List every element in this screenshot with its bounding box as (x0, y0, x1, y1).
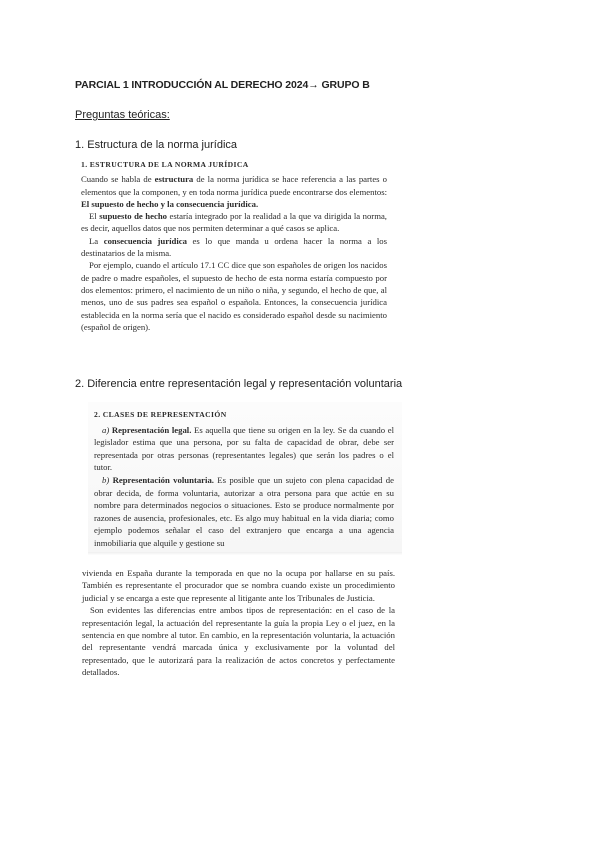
question-1-scanned-text (81, 159, 387, 333)
question-1-paragraph-1: Cuando se habla de estructura de la norma jurídica se hace referencia a las partes o elementos que la componen, y en toda norma jurídica puede encontrarse dos elementos: El supuesto de hecho y la consecuencia jurídica. (81, 174, 388, 209)
question-2-item-a: a) Representación legal. Es aquella que tiene su origen en la ley. Se da cuando el legislador estima que una persona, por su falta de capacidad de obrar, debe ser representada por otras personas (representantes legales) que serán los padres o el tutor. (94, 424, 394, 473)
question-2-continuation: vivienda en España durante la temporada en que no la ocupa por hallarse en su país. También es representante el procurador que se nombra cuando existe un procedimiento judicial y se encarga a este que represente al litigante ante los Tribunales de Justicia. (82, 568, 395, 603)
scanned-page-edge (88, 552, 402, 555)
question-1-section-title: 1. ESTRUCTURA DE LA NORMA JURÍDICA (81, 160, 249, 169)
document-title: PARCIAL 1 INTRODUCCIÓN AL DERECHO 2024→ GRUPO B (75, 79, 370, 91)
question-1-paragraph-4: Por ejemplo, cuando el artículo 17.1 CC dice que son españoles de origen los nacidos de padre o madre españoles, el supuesto de hecho de esta norma estaría compuesto por dos elementos: primero, el nacimiento de un niño o niña, y segundo, el hecho de que, al menos, uno de sus padres sea español o española. Entonces, la consecuencia jurídica establecida en la norma sería que el nacido es considerado español desde su nacimiento (español de origen). (81, 260, 387, 332)
question-1-paragraph-3: La consecuencia jurídica es lo que manda u ordena hacer la norma a los destinatarios de la misma. (81, 235, 387, 259)
question-1-paragraph-2: El supuesto de hecho estaría integrado por la realidad a la que va dirigida la norma, es decir, aquellos datos que nos permiten determinar a qué casos se aplica. (81, 211, 387, 234)
question-2-scanned-text-bottom (82, 567, 395, 679)
question-2-differences: Son evidentes las diferencias entre ambos tipos de representación: en el caso de la representación legal, la actuación del representante la guía la propia Ley o el juez, en la sentencia en que nombre al tutor. En cambio, en la representación voluntaria, la actuación del representante vendrá marcada única y exclusivamente por la voluntad del representado, que le autorizará para la realización de actos concretos y perfectamente detallados. (82, 605, 395, 678)
question-2-section-title: 2. CLASES DE REPRESENTACIÓN (94, 410, 227, 419)
question-1-heading: 1. Estructura de la norma jurídica (75, 139, 238, 151)
question-2-heading: 2. Diferencia entre representación legal y representación voluntaria (75, 378, 403, 390)
question-2-scanned-text-top (94, 409, 394, 550)
section-subtitle: Preguntas teóricas: (75, 109, 170, 121)
question-2-item-b: b) Representación voluntaria. Es posible que un sujeto con plena capacidad de obrar decida, de forma voluntaria, autorizar a otra persona para que actúe en su nombre para determinados negocios o situaciones. Esto se produce normalmente por razones de ausencia, profesionales, etc. Es algo muy habitual en la vida diaria; como ejemplo podemos señalar el caso del extranjero que encarga a una agencia inmobiliaria que alquile y gestione su (94, 474, 394, 548)
